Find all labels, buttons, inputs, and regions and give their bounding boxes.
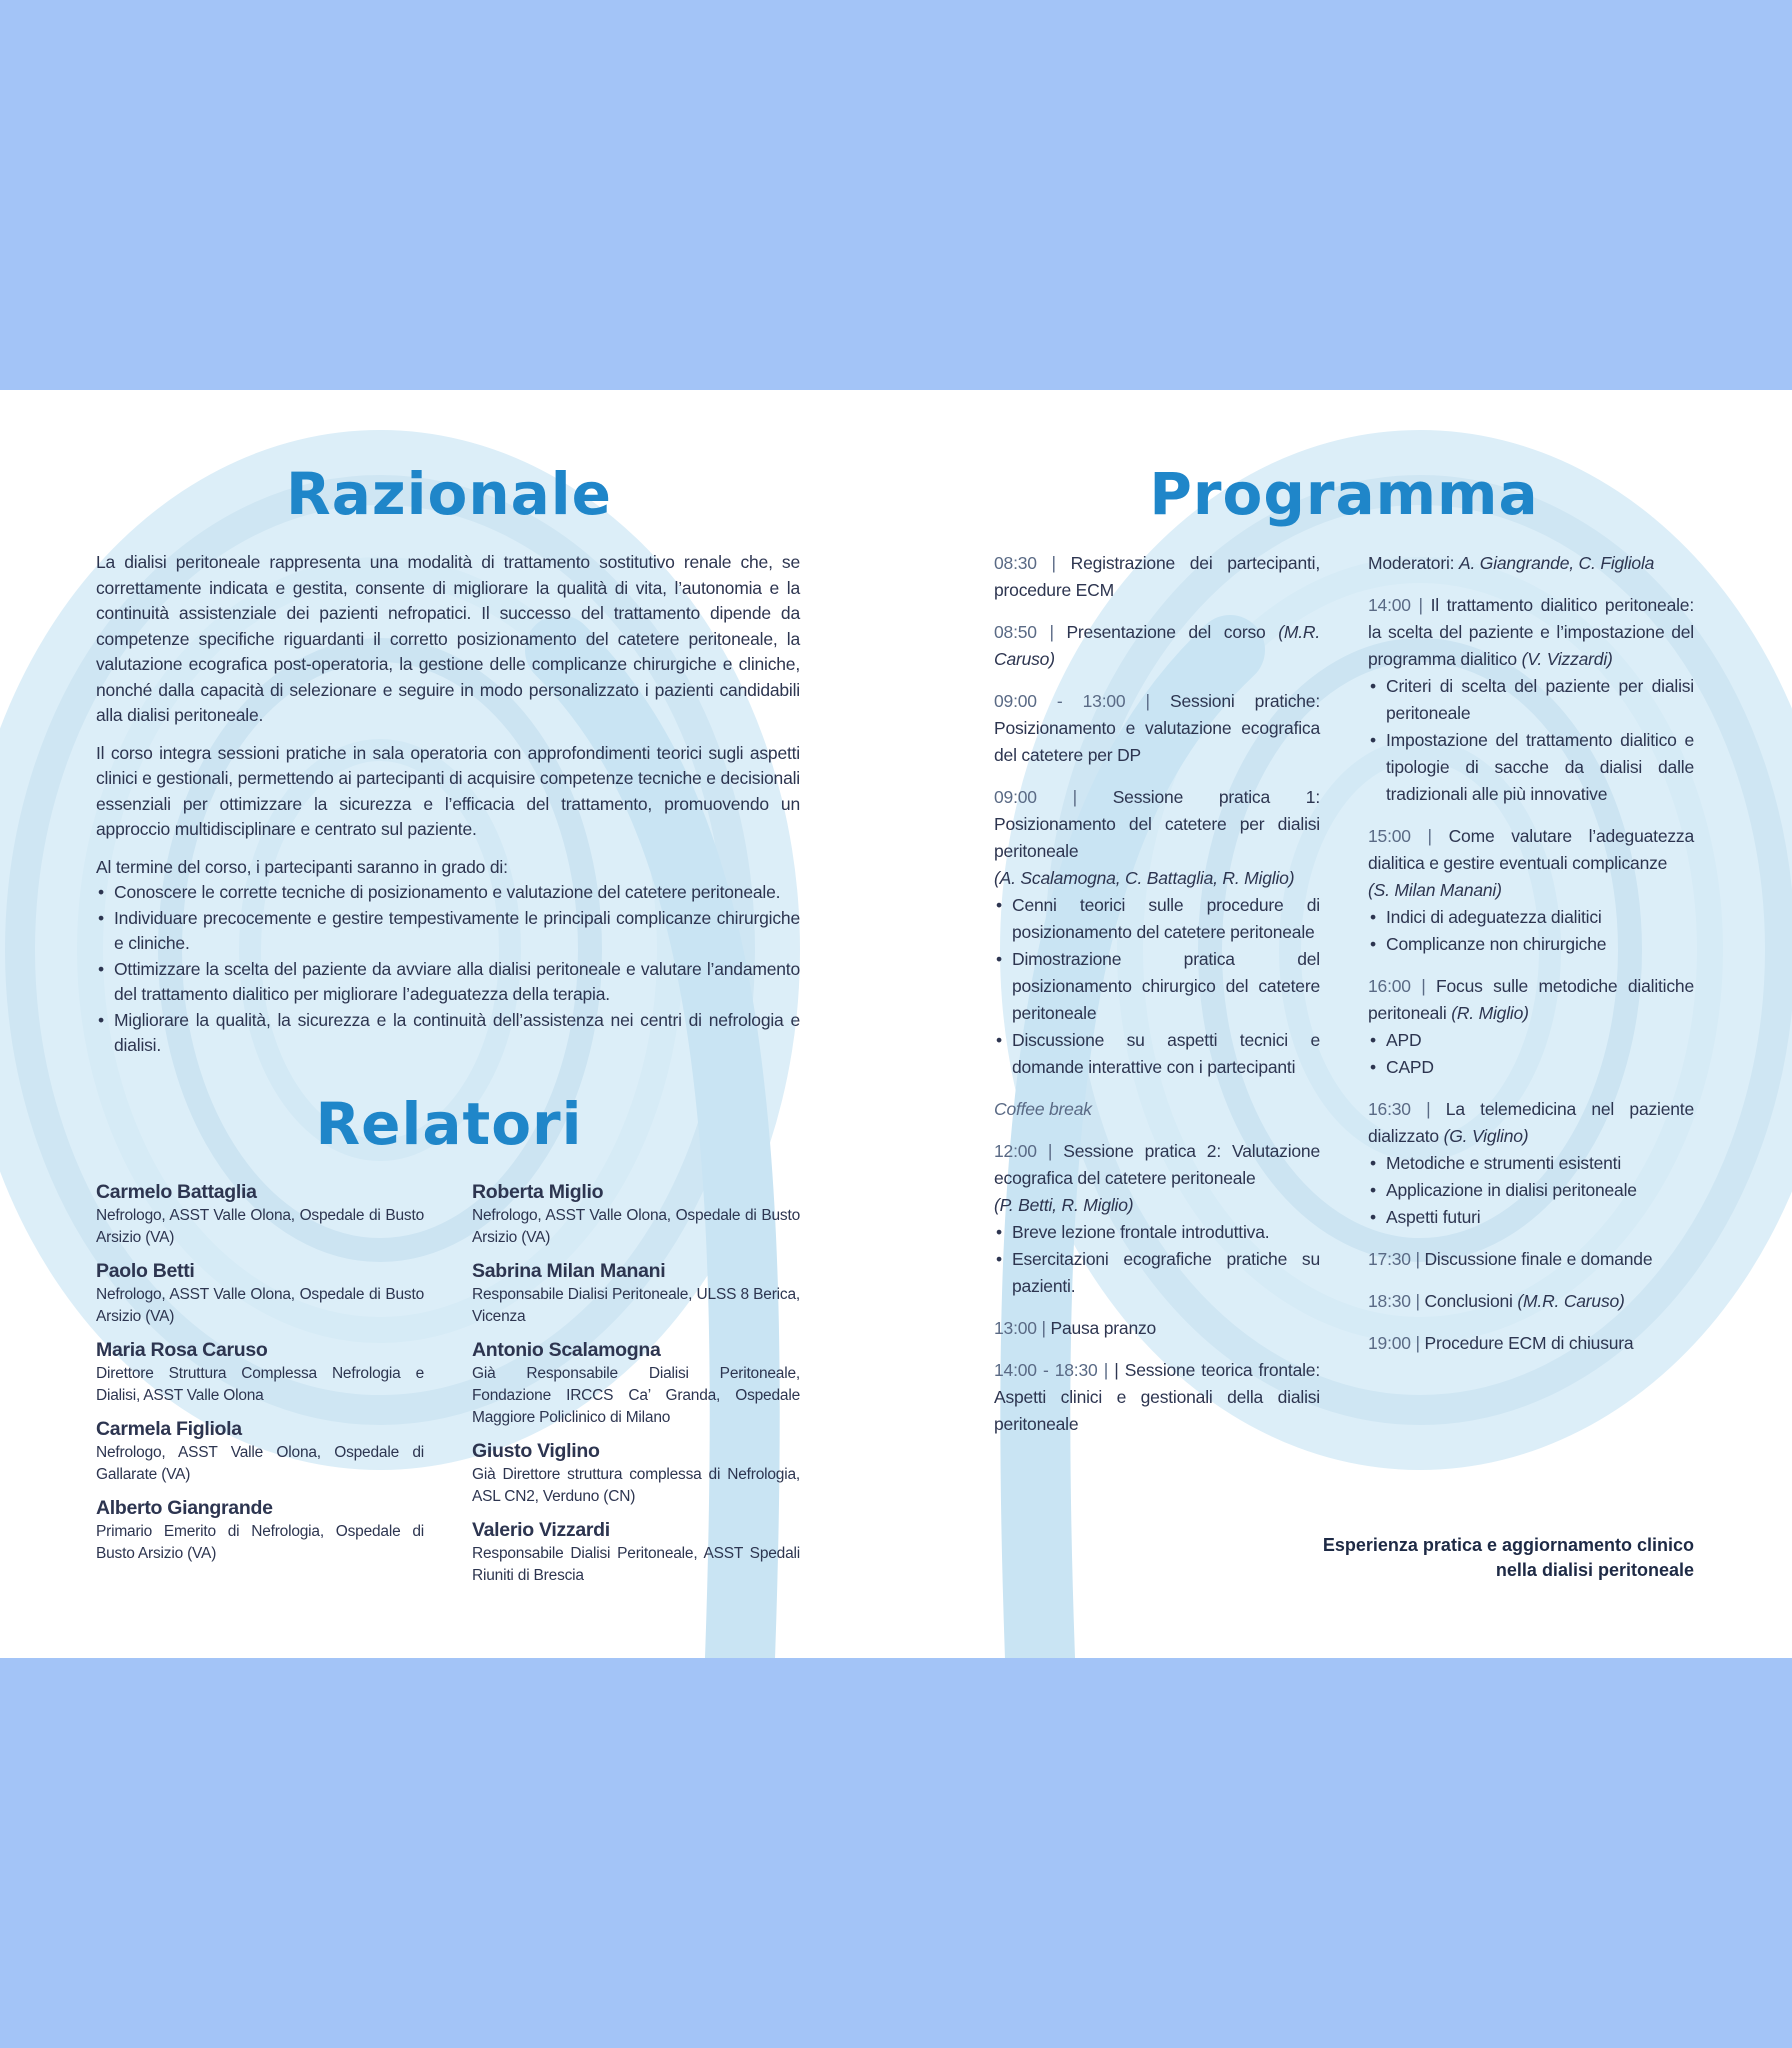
- program-speaker: (M.R. Caruso): [1517, 1291, 1625, 1311]
- program-block: [1368, 1096, 1694, 1231]
- program-text: Sessione pratica 2: Valutazione ecografica del catetere peritoneale: [994, 1141, 1320, 1188]
- program-text: | Sessione teorica frontale: Aspetti clinici e gestionali della dialisi peritoneale: [994, 1360, 1320, 1434]
- moderators-label: Moderatori:: [1368, 553, 1459, 573]
- speakers-right-column: [472, 1180, 800, 1597]
- program-text: Come valutare l’adeguatezza dialitica e gestire eventuali complicanze: [1368, 826, 1694, 873]
- program-item: • Breve lezione frontale introduttiva.: [994, 1219, 1320, 1246]
- program-text: La telemedicina nel paziente dializzato: [1368, 1099, 1694, 1146]
- program-time: 15:00 |: [1368, 826, 1432, 846]
- program-text: Pausa pranzo: [1045, 1318, 1157, 1338]
- speaker-name: Giusto Viglino: [472, 1440, 600, 1462]
- program-time: 08:50 |: [994, 622, 1054, 642]
- program-item: • Cenni teorici sulle procedure di posizionamento del catetere peritoneale: [994, 892, 1320, 946]
- speaker-entry: [472, 1518, 800, 1587]
- speaker-role: Primario Emerito di Nefrologia, Ospedale di Busto Arsizio (VA): [96, 1523, 424, 1562]
- program-item: • Metodiche e strumenti esistenti: [1368, 1150, 1694, 1177]
- programma-heading: Programma: [1149, 460, 1539, 528]
- speaker-entry: [96, 1496, 424, 1565]
- program-text: Discussione finale e domande: [1419, 1249, 1653, 1269]
- speaker-name: Carmelo Battaglia: [96, 1181, 257, 1203]
- program-time: 14:00 - 18:30 |: [994, 1360, 1109, 1380]
- program-text: Il trattamento dialitico peritoneale: la scelta del paziente e l’impostazione del programma dialitico: [1368, 595, 1694, 669]
- program-speaker: (M.R. Caruso): [994, 622, 1320, 669]
- program-speaker: (P. Betti, R. Miglio): [994, 1195, 1134, 1215]
- speaker-entry: [96, 1417, 424, 1486]
- program-item: • Discussione su aspetti tecnici e domande interattive con i partecipanti: [994, 1027, 1320, 1081]
- program-text: Sessioni pratiche: Posizionamento e valutazione ecografica del catetere per DP: [994, 691, 1320, 765]
- program-block: [1368, 1288, 1694, 1315]
- program-speaker: (V. Vizzardi): [1521, 649, 1613, 669]
- moderators-names: A. Giangrande, C. Figliola: [1458, 553, 1655, 573]
- program-item: • Applicazione in dialisi peritoneale: [1368, 1177, 1694, 1204]
- moderators: [1368, 550, 1694, 577]
- razionale-heading: Razionale: [286, 460, 612, 528]
- program-speaker: (S. Milan Manani): [1368, 880, 1502, 900]
- tagline-line-1: Esperienza pratica e aggiornamento clinico: [1322, 1535, 1694, 1555]
- speaker-name: Roberta Miglio: [472, 1181, 604, 1203]
- speaker-role: Già Responsabile Dialisi Peritoneale, Fondazione IRCCS Ca’ Granda, Ospedale Maggiore Policlinico di Milano: [472, 1365, 800, 1426]
- program-block: [994, 1315, 1320, 1342]
- program-time: 13:00 |: [994, 1318, 1046, 1338]
- program-text: Sessione pratica 1: Posizionamento del catetere per dialisi peritoneale: [994, 787, 1320, 861]
- program-text: Focus sulle metodiche dialitiche peritoneali: [1368, 976, 1694, 1023]
- speaker-name: Paolo Betti: [96, 1260, 195, 1282]
- speaker-entry: [472, 1338, 800, 1429]
- speaker-entry: [96, 1338, 424, 1407]
- program-items: [994, 1219, 1320, 1300]
- speaker-role: Già Direttore struttura complessa di Nefrologia, ASL CN2, Verduno (CN): [472, 1466, 800, 1505]
- razionale-paragraph-2: Il corso integra sessioni pratiche in sala operatoria con approfondimenti teorici sugli aspetti clinici e gestionali, permettendo ai partecipanti di acquisire competenze tecniche e decisionali essenziali per ottimizzare la sicurezza e l’efficacia del trattamento, promuovendo un approccio multidisciplinare e centrato sul paziente.: [96, 742, 800, 839]
- speaker-name: Alberto Giangrande: [96, 1497, 273, 1519]
- program-block: [994, 1357, 1320, 1438]
- program-time: 09:00 - 13:00 |: [994, 691, 1150, 711]
- program-items: [994, 892, 1320, 1081]
- program-time: 08:30 |: [994, 553, 1056, 573]
- program-item: • APD: [1368, 1027, 1694, 1054]
- speaker-role: Nefrologo, ASST Valle Olona, Ospedale di Gallarate (VA): [96, 1444, 424, 1483]
- coffee-break: Coffee break: [994, 1099, 1092, 1119]
- program-item: • Criteri di scelta del paziente per dialisi peritoneale: [1368, 673, 1694, 727]
- speaker-role: Responsabile Dialisi Peritoneale, ASST Spedali Riuniti di Brescia: [472, 1545, 800, 1584]
- program-item: • Aspetti futuri: [1368, 1204, 1694, 1231]
- program-block: [994, 550, 1320, 604]
- program-speaker: (G. Viglino): [1443, 1126, 1529, 1146]
- program-speaker: (A. Scalamogna, C. Battaglia, R. Miglio): [994, 868, 1295, 888]
- program-text: Presentazione del corso: [1053, 622, 1279, 642]
- program-column-1: [994, 550, 1320, 1453]
- razionale-text: [96, 550, 800, 1059]
- program-speaker: (R. Miglio): [1451, 1003, 1529, 1023]
- program-time: 12:00 |: [994, 1141, 1053, 1161]
- program-time: 19:00 |: [1368, 1333, 1420, 1353]
- program-items: [1368, 904, 1694, 958]
- speaker-name: Maria Rosa Caruso: [96, 1339, 268, 1361]
- goal-item: • Migliorare la qualità, la sicurezza e la continuità dell’assistenza nei centri di nefrologia e dialisi.: [96, 1008, 800, 1059]
- speaker-role: Nefrologo, ASST Valle Olona, Ospedale di Busto Arsizio (VA): [472, 1207, 800, 1246]
- program-block: [1368, 823, 1694, 958]
- razionale-goals-intro: Al termine del corso, i partecipanti saranno in grado di:: [96, 856, 508, 877]
- program-items: [1368, 673, 1694, 808]
- speaker-entry: [472, 1180, 800, 1249]
- speaker-name: Valerio Vizzardi: [472, 1519, 610, 1541]
- razionale-paragraph-1: La dialisi peritoneale rappresenta una modalità di trattamento sostitutivo renale che, se correttamente indicata e gestita, consente di migliorare la qualità di vita, l’autonomia e la continuità assistenziale dei pazienti nefropatici. Il successo del trattamento dipende da competenze specifiche riguardanti il corretto posizionamento del catetere peritoneale, la valutazione ecografica post-operatoria, la gestione delle complicanze chirurgiche e cliniche, nonché dalla capacità di selezionare e seguire in modo personalizzato i pazienti candidabili alla dialisi peritoneale.: [96, 552, 800, 725]
- goal-item: • Individuare precocemente e gestire tempestivamente le principali complicanze chirurgiche e cliniche.: [96, 906, 800, 957]
- program-item: • Indici di adeguatezza dialitici: [1368, 904, 1694, 931]
- program-block: [1368, 973, 1694, 1081]
- program-item: • Dimostrazione pratica del posizionamento chirurgico del catetere peritoneale: [994, 946, 1320, 1027]
- speakers-left-column: [96, 1180, 424, 1575]
- program-items: [1368, 1150, 1694, 1231]
- speaker-role: Direttore Struttura Complessa Nefrologia e Dialisi, ASST Valle Olona: [96, 1365, 424, 1404]
- program-time: 14:00 |: [1368, 595, 1423, 615]
- program-text: Conclusioni: [1419, 1291, 1518, 1311]
- program-block: [1368, 1330, 1694, 1357]
- program-item: • Esercitazioni ecografiche pratiche su pazienti.: [994, 1246, 1320, 1300]
- goal-item: • Ottimizzare la scelta del paziente da avviare alla dialisi peritoneale e valutare l’andamento del trattamento dialitico per migliorare l’adeguatezza della terapia.: [96, 957, 800, 1008]
- program-block: [1368, 1246, 1694, 1273]
- razionale-goals-list: [96, 880, 800, 1059]
- program-block: [994, 688, 1320, 769]
- speaker-entry: [472, 1259, 800, 1328]
- speaker-entry: [96, 1180, 424, 1249]
- speaker-role: Nefrologo, ASST Valle Olona, Ospedale di Busto Arsizio (VA): [96, 1286, 424, 1325]
- goal-item: • Conoscere le corrette tecniche di posizionamento e valutazione del catetere peritoneale.: [96, 880, 800, 906]
- brochure-sheet: [0, 390, 1792, 1658]
- speaker-entry: [96, 1259, 424, 1328]
- program-time: 16:30 |: [1368, 1099, 1431, 1119]
- program-time: 17:30 |: [1368, 1249, 1420, 1269]
- program-item: • CAPD: [1368, 1054, 1694, 1081]
- program-block: [1368, 592, 1694, 808]
- program-text: Registrazione dei partecipanti, procedure ECM: [994, 553, 1320, 600]
- program-time: 18:30 |: [1368, 1291, 1420, 1311]
- relatori-heading: Relatori: [315, 1090, 583, 1158]
- program-block: [994, 1138, 1320, 1300]
- tagline-line-2: nella dialisi peritoneale: [1495, 1560, 1694, 1580]
- program-items: [1368, 1027, 1694, 1081]
- program-time: 16:00 |: [1368, 976, 1426, 996]
- program-item: • Impostazione del trattamento dialitico e tipologie di sacche da dialisi dalle tradizionali alle più innovative: [1368, 727, 1694, 808]
- program-block: [994, 619, 1320, 673]
- speaker-name: Carmela Figliola: [96, 1418, 242, 1440]
- program-text: Procedure ECM di chiusura: [1419, 1333, 1634, 1353]
- speaker-name: Antonio Scalamogna: [472, 1339, 661, 1361]
- speaker-entry: [472, 1439, 800, 1508]
- speaker-name: Sabrina Milan Manani: [472, 1260, 666, 1282]
- speaker-role: Responsabile Dialisi Peritoneale, ULSS 8 Berica, Vicenza: [472, 1286, 800, 1325]
- program-time: 09:00 |: [994, 787, 1077, 807]
- program-item: • Complicanze non chirurgiche: [1368, 931, 1694, 958]
- program-block: [994, 784, 1320, 1081]
- course-tagline: [1323, 1533, 1694, 1583]
- program-column-2: [1368, 550, 1694, 1372]
- speaker-role: Nefrologo, ASST Valle Olona, Ospedale di Busto Arsizio (VA): [96, 1207, 424, 1246]
